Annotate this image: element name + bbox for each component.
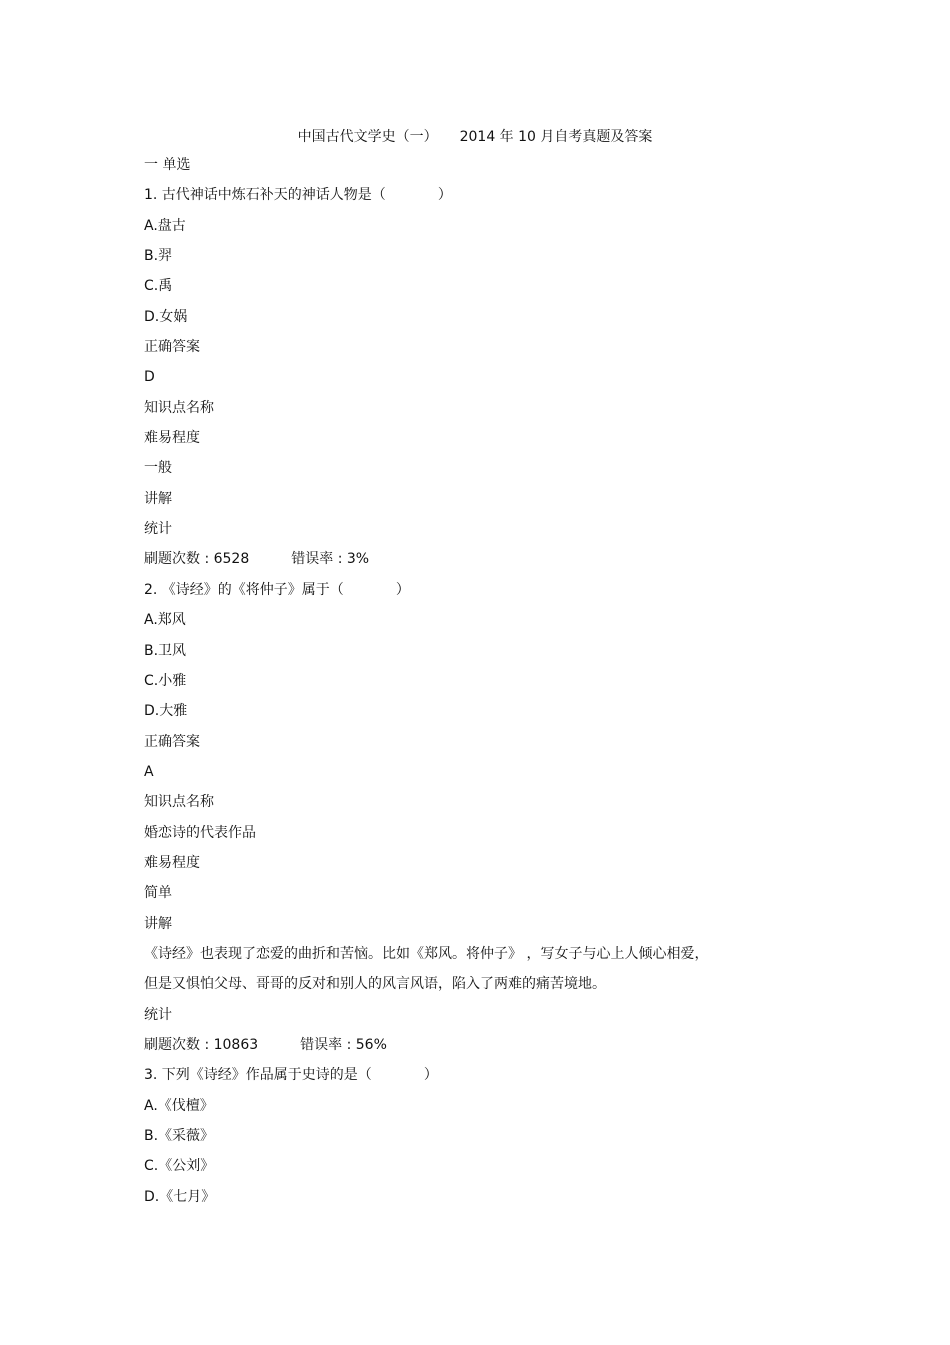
option-d: D.《七月》 [144, 1188, 216, 1205]
option-b: B.卫风 [144, 642, 187, 659]
error-rate-text: 错误率 : 56% [300, 1036, 387, 1053]
option-a: A.盘古 [144, 217, 186, 234]
option-c: C.《公刘》 [144, 1158, 215, 1175]
attempts-text: 刷题次数 : 6528 [144, 551, 250, 568]
question-stem-text: 3. 下列《诗经》作品属于史诗的是（ [144, 1067, 372, 1084]
explanation-label: 讲解 [144, 915, 172, 932]
option-b: B.羿 [144, 248, 173, 265]
option-d: D.女娲 [144, 308, 188, 325]
option-b: B.《采薇》 [144, 1128, 215, 1144]
stats-line [144, 551, 804, 581]
difficulty-label: 难易程度 [144, 854, 200, 871]
error-rate-text: 错误率 : 3% [291, 551, 370, 568]
section-heading: 一 单选 [144, 157, 191, 173]
stats-label: 统计 [144, 521, 172, 538]
question-stem [144, 582, 804, 612]
question-paren-close: ） [423, 1067, 438, 1084]
title-part1: 中国古代文学史（一） [297, 129, 438, 145]
knowledge-label: 知识点名称 [144, 399, 214, 416]
title-part2: 2014 年 10 月自考真题及答案 [459, 129, 653, 145]
answer-label: 正确答案 [144, 339, 200, 356]
explanation-label: 讲解 [144, 490, 172, 507]
answer-value: A [144, 763, 154, 780]
stats-line [144, 1037, 804, 1067]
question-paren-close: ） [395, 581, 410, 598]
difficulty-value: 简单 [144, 885, 172, 902]
question-stem [144, 1067, 804, 1097]
option-d: D.大雅 [144, 703, 188, 720]
difficulty-value: 一般 [144, 460, 172, 477]
question-paren-close: ） [437, 187, 452, 204]
option-a: A.郑风 [144, 612, 186, 629]
knowledge-value: 婚恋诗的代表作品 [144, 824, 256, 841]
difficulty-label: 难易程度 [144, 430, 200, 447]
option-c: C.禹 [144, 278, 173, 295]
knowledge-label: 知识点名称 [144, 794, 214, 811]
question-stem-text: 1. 古代神话中炼石补天的神话人物是（ [144, 187, 386, 204]
option-c: C.小雅 [144, 672, 187, 689]
option-a: A.《伐檀》 [144, 1097, 214, 1114]
answer-value: D [144, 369, 155, 386]
question-stem-text: 2. 《诗经》的《将仲子》属于（ [144, 581, 344, 598]
explanation-line-1: 《诗经》也表现了恋爱的曲折和苦恼。比如《郑风。将仲子》 ，写女子与心上人倾心相爱， [144, 945, 709, 962]
explanation-line-2: 但是又惧怕父母、哥哥的反对和别人的风言风语，陷入了两难的痛苦境地。 [144, 976, 606, 993]
page-title [0, 126, 950, 146]
attempts-text: 刷题次数 : 10863 [144, 1036, 259, 1053]
answer-label: 正确答案 [144, 733, 200, 750]
stats-label: 统计 [144, 1006, 172, 1023]
question-list [144, 157, 804, 1219]
question-stem [144, 187, 804, 217]
